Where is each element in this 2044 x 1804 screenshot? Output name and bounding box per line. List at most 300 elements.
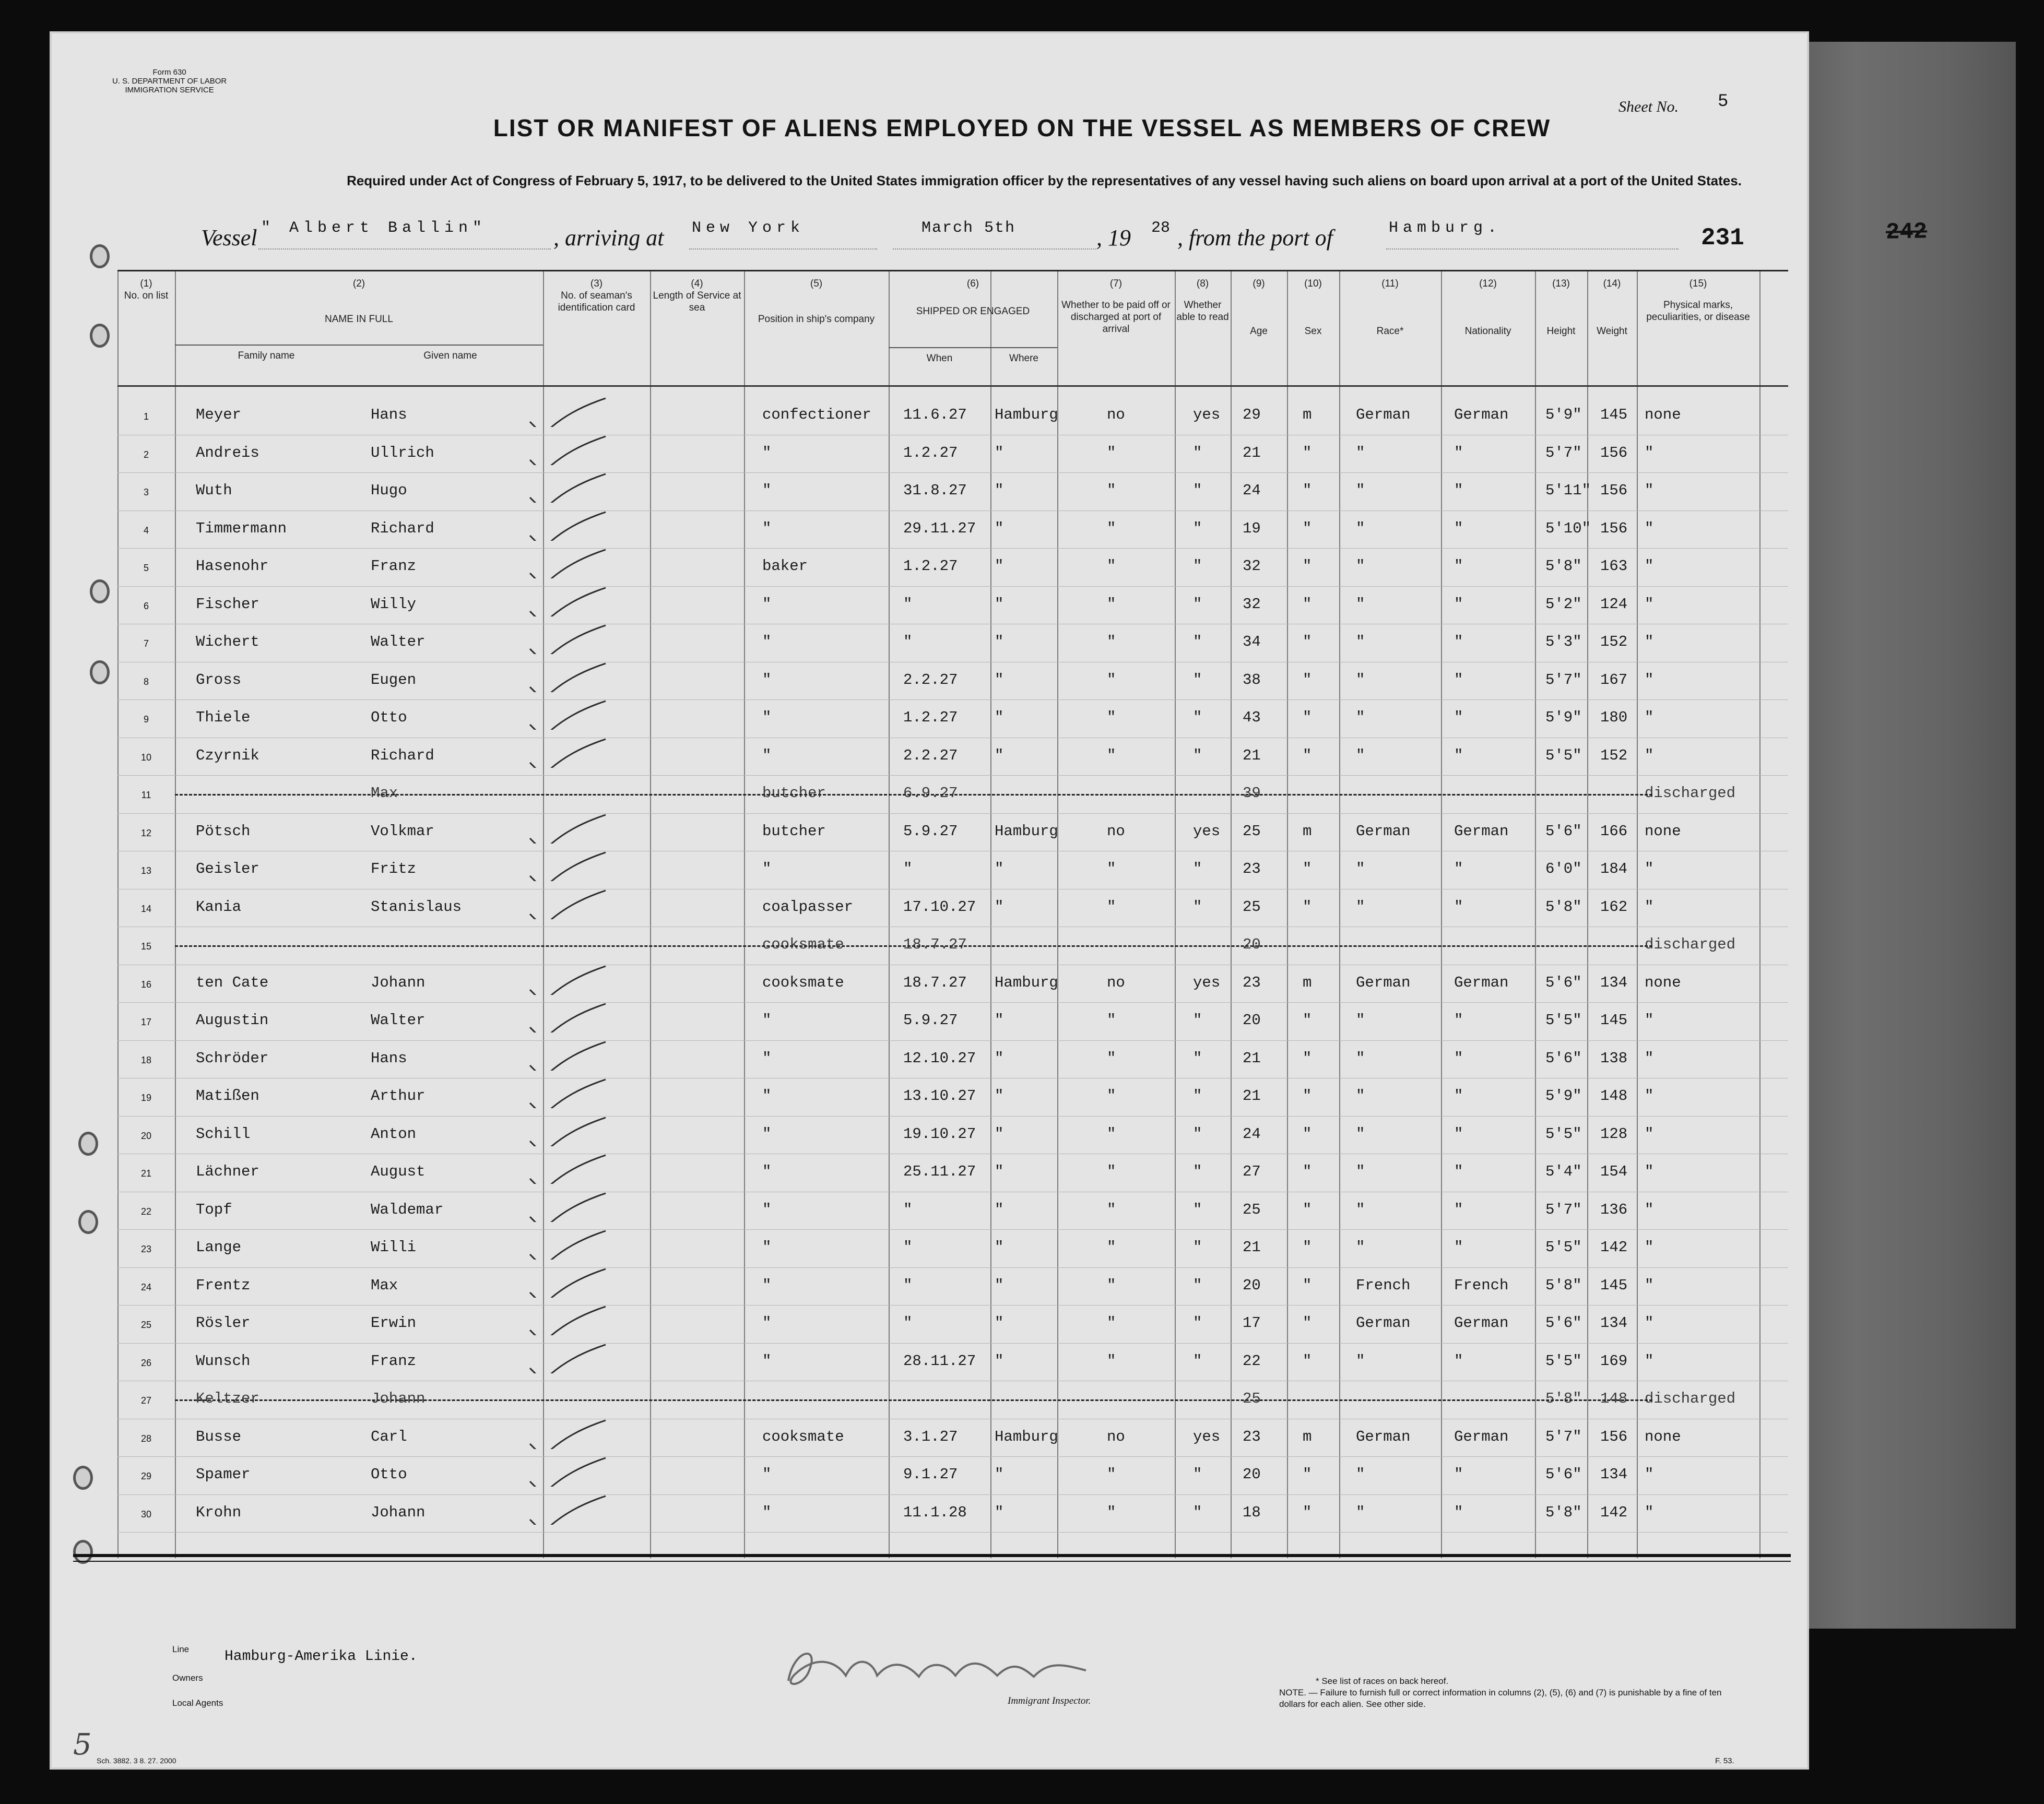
family-name-cell: Spamer	[196, 1466, 251, 1483]
physical-marks-cell: "	[1645, 898, 1654, 916]
sex-cell: "	[1303, 482, 1312, 499]
weight-cell: 184	[1600, 860, 1628, 877]
paid-off-cell: "	[1107, 860, 1116, 877]
print-code: Sch. 3882. 3 8. 27. 2000	[97, 1756, 176, 1765]
race-cell: "	[1356, 1239, 1365, 1256]
department-name: U. S. DEPARTMENT OF LABOR	[112, 77, 227, 86]
row-rule	[117, 1229, 1788, 1230]
physical-marks-cell: "	[1645, 519, 1654, 537]
col-name-header: (2) NAME IN FULL	[325, 278, 393, 325]
col-when-header: When	[926, 353, 953, 364]
sex-cell: m	[1303, 974, 1312, 991]
paid-off-cell: "	[1107, 1239, 1116, 1256]
family-name-cell: Lächner	[196, 1163, 259, 1180]
position-cell: butcher	[762, 785, 826, 802]
shipped-where-cell: "	[995, 671, 1004, 689]
height-cell: 5'7"	[1545, 444, 1582, 461]
row-number-cell: 25	[140, 1320, 152, 1330]
paid-off-cell: "	[1107, 1314, 1116, 1332]
age-cell: 23	[1243, 1428, 1261, 1445]
vessel-underline	[258, 248, 551, 250]
position-cell: "	[762, 482, 772, 499]
row-number-cell: 8	[143, 676, 149, 687]
family-name-cell: Schill	[196, 1125, 251, 1143]
race-cell: French	[1356, 1276, 1411, 1294]
given-name-cell: Walter	[371, 1012, 426, 1029]
checkmark-icon	[519, 1342, 608, 1373]
row-number-cell: 21	[140, 1168, 152, 1179]
row-number-cell: 11	[141, 790, 151, 800]
row-rule	[117, 1116, 1788, 1117]
col-sex-header: (10) Sex	[1304, 278, 1322, 337]
list-number: 231	[1701, 224, 1744, 252]
local-agents-label: Local Agents	[172, 1698, 223, 1708]
checkmark-icon	[519, 585, 608, 616]
row-rule	[117, 548, 1788, 549]
row-number-cell: 5	[143, 563, 149, 573]
family-name-cell: Frentz	[196, 1276, 251, 1294]
row-number-cell: 23	[140, 1244, 152, 1254]
position-cell: "	[762, 444, 772, 461]
nationality-cell: "	[1454, 898, 1463, 916]
shipped-when-cell: 29.11.27	[903, 519, 976, 537]
row-number-cell: 4	[143, 525, 149, 536]
given-name-cell: Hans	[371, 406, 407, 423]
underlying-sheet	[1783, 42, 2016, 1629]
nationality-cell: "	[1454, 482, 1463, 499]
able-to-read-cell: yes	[1193, 822, 1221, 840]
weight-cell: 145	[1600, 1276, 1628, 1294]
able-to-read-cell: "	[1193, 1314, 1202, 1332]
race-cell: German	[1356, 822, 1411, 840]
physical-marks-cell: "	[1645, 1352, 1654, 1370]
checkmark-icon	[519, 471, 608, 503]
nationality-cell: "	[1454, 709, 1463, 726]
row-number-cell: 27	[140, 1395, 152, 1406]
family-name-cell: Thiele	[196, 709, 251, 726]
race-cell: "	[1356, 1087, 1365, 1105]
age-cell: 21	[1243, 746, 1261, 764]
able-to-read-cell: "	[1193, 1503, 1202, 1521]
paid-off-cell: "	[1107, 746, 1116, 764]
arrival-port-underline	[689, 248, 877, 250]
position-cell: "	[762, 1049, 772, 1067]
family-name-cell: Wuth	[196, 482, 232, 499]
position-cell: "	[762, 1163, 772, 1180]
shipped-where-cell: "	[995, 557, 1004, 575]
sex-cell: "	[1303, 1201, 1312, 1218]
position-cell: coalpasser	[762, 898, 854, 916]
name-subheader-rule	[175, 345, 543, 346]
physical-marks-cell: "	[1645, 1201, 1654, 1218]
shipped-where-cell: Hamburg	[995, 406, 1058, 423]
weight-cell: 148	[1600, 1087, 1628, 1105]
age-cell: 23	[1243, 974, 1261, 991]
race-cell: "	[1356, 1352, 1365, 1370]
shipped-when-cell: "	[903, 1276, 913, 1294]
weight-cell: 145	[1600, 406, 1628, 423]
vessel-name: " Albert Ballin"	[261, 219, 487, 237]
height-cell: 5'9"	[1545, 709, 1582, 726]
able-to-read-cell: "	[1193, 1163, 1202, 1180]
race-cell: "	[1356, 557, 1365, 575]
col-race-header: (11) Race*	[1376, 278, 1404, 337]
sex-cell: m	[1303, 1428, 1312, 1445]
line-value: Hamburg-Amerika Linie.	[225, 1648, 418, 1665]
nationality-cell: "	[1454, 1163, 1463, 1180]
position-cell: "	[762, 1352, 772, 1370]
nationality-cell: "	[1454, 1503, 1463, 1521]
departure-port-underline	[1386, 248, 1679, 250]
able-to-read-cell: "	[1193, 444, 1202, 461]
checkmark-icon	[519, 1228, 608, 1260]
age-cell: 20	[1243, 1276, 1261, 1294]
position-cell: cooksmate	[762, 1428, 844, 1445]
race-cell: "	[1356, 595, 1365, 613]
paid-off-cell: no	[1107, 1428, 1125, 1445]
paid-off-cell: "	[1107, 482, 1116, 499]
sex-cell: "	[1303, 709, 1312, 726]
shipped-when-cell: 17.10.27	[903, 898, 976, 916]
position-cell: confectioner	[762, 406, 871, 423]
height-cell: 5'3"	[1545, 633, 1582, 650]
row-number-cell: 10	[140, 752, 152, 763]
nationality-cell: "	[1454, 595, 1463, 613]
able-to-read-cell: "	[1193, 898, 1202, 916]
family-name-cell: Topf	[196, 1201, 232, 1218]
col-physical-marks-header: (15) Physical marks, peculiarities, or disease	[1646, 278, 1750, 323]
physical-marks-cell: "	[1645, 1314, 1654, 1332]
weight-cell: 156	[1600, 519, 1628, 537]
position-cell: "	[762, 746, 772, 764]
family-name-cell: Krohn	[196, 1503, 242, 1521]
shipped-where-cell: "	[995, 633, 1004, 650]
height-cell: 5'5"	[1545, 1012, 1582, 1029]
shipped-when-cell: 1.2.27	[903, 709, 958, 726]
given-name-cell: August	[371, 1163, 426, 1180]
able-to-read-cell: "	[1193, 1087, 1202, 1105]
height-cell: 5'8"	[1545, 1390, 1582, 1407]
col-height-header: (13) Height	[1546, 278, 1576, 337]
position-cell: "	[762, 1012, 772, 1029]
shipped-where-cell: "	[995, 1125, 1004, 1143]
sex-cell: "	[1303, 1466, 1312, 1483]
shipped-where-cell: "	[995, 1466, 1004, 1483]
weight-cell: 156	[1600, 482, 1628, 499]
from-port-label: , from the port of	[1177, 225, 1333, 251]
able-to-read-cell: "	[1193, 1125, 1202, 1143]
form-number: Form 630	[152, 68, 186, 77]
row-number-cell: 22	[140, 1206, 152, 1217]
col-position-header: (5) Position in ship's company	[758, 278, 875, 325]
able-to-read-cell: "	[1193, 1352, 1202, 1370]
row-number-cell: 7	[143, 638, 149, 649]
weight-cell: 169	[1600, 1352, 1628, 1370]
given-name-cell: Walter	[371, 633, 426, 650]
sex-cell: "	[1303, 1163, 1312, 1180]
checkmark-icon	[519, 1001, 608, 1032]
able-to-read-cell: "	[1193, 1239, 1202, 1256]
sheet-number: 5	[1718, 92, 1729, 112]
year-suffix: 28	[1151, 219, 1171, 237]
weight-cell: 138	[1600, 1049, 1628, 1067]
able-to-read-cell: "	[1193, 1466, 1202, 1483]
race-cell: "	[1356, 1125, 1365, 1143]
row-rule	[117, 1267, 1788, 1268]
given-name-cell: Volkmar	[371, 822, 434, 840]
shipped-where-cell: "	[995, 1012, 1004, 1029]
weight-cell: 134	[1600, 1466, 1628, 1483]
height-cell: 5'8"	[1545, 1503, 1582, 1521]
position-cell: "	[762, 1087, 772, 1105]
checkmark-icon	[519, 1077, 608, 1108]
able-to-read-cell: "	[1193, 860, 1202, 877]
weight-cell: 134	[1600, 1314, 1628, 1332]
able-to-read-cell: "	[1193, 1012, 1202, 1029]
shipped-when-cell: 2.2.27	[903, 746, 958, 764]
race-cell: "	[1356, 1466, 1365, 1483]
shipped-where-cell: "	[995, 1276, 1004, 1294]
checkmark-icon	[519, 396, 608, 427]
shipped-when-cell: 19.10.27	[903, 1125, 976, 1143]
shipped-where-cell: "	[995, 1201, 1004, 1218]
height-cell: 5'5"	[1545, 1239, 1582, 1256]
position-cell: "	[762, 1125, 772, 1143]
row-rule	[117, 1456, 1788, 1457]
position-cell: "	[762, 1239, 772, 1256]
paid-off-cell: "	[1107, 1163, 1116, 1180]
service-name: IMMIGRATION SERVICE	[125, 86, 214, 94]
row-number-cell: 12	[140, 827, 152, 838]
checkmark-icon	[519, 1455, 608, 1487]
strikethrough-line	[175, 945, 1652, 947]
row-rule	[117, 699, 1788, 700]
weight-cell: 156	[1600, 444, 1628, 461]
position-cell: "	[762, 709, 772, 726]
shipped-where-cell: "	[995, 1352, 1004, 1370]
nationality-cell: "	[1454, 671, 1463, 689]
race-cell: "	[1356, 444, 1365, 461]
row-rule	[117, 1040, 1788, 1041]
paid-off-cell: "	[1107, 1049, 1116, 1067]
given-name-cell: Otto	[371, 1466, 407, 1483]
position-cell: "	[762, 1314, 772, 1332]
position-cell: cooksmate	[762, 974, 844, 991]
punch-hole-icon	[90, 579, 110, 603]
physical-marks-cell: "	[1645, 1087, 1654, 1105]
nationality-cell: "	[1454, 1125, 1463, 1143]
age-cell: 25	[1243, 898, 1261, 916]
given-name-cell: Richard	[371, 519, 434, 537]
row-rule	[117, 1532, 1788, 1533]
shipped-when-cell: "	[903, 1239, 913, 1256]
age-cell: 17	[1243, 1314, 1261, 1332]
physical-marks-cell: none	[1645, 822, 1681, 840]
punch-hole-icon	[90, 660, 110, 684]
paid-off-cell: "	[1107, 671, 1116, 689]
sex-cell: "	[1303, 860, 1312, 877]
checkmark-icon	[519, 1039, 608, 1071]
checkmark-icon	[519, 509, 608, 541]
able-to-read-cell: "	[1193, 746, 1202, 764]
family-name-cell: Wichert	[196, 633, 259, 650]
nationality-cell: German	[1454, 822, 1509, 840]
height-cell: 5'6"	[1545, 1314, 1582, 1332]
physical-marks-cell: "	[1645, 1503, 1654, 1521]
row-number-cell: 24	[140, 1281, 152, 1292]
height-cell: 5'5"	[1545, 746, 1582, 764]
shipped-where-cell: "	[995, 444, 1004, 461]
physical-marks-cell: "	[1645, 1125, 1654, 1143]
age-cell: 25	[1243, 1390, 1261, 1407]
paid-off-cell: "	[1107, 595, 1116, 613]
height-cell: 6'0"	[1545, 860, 1582, 877]
position-cell: cooksmate	[762, 936, 844, 953]
age-cell: 27	[1243, 1163, 1261, 1180]
weight-cell: 162	[1600, 898, 1628, 916]
paid-off-cell: "	[1107, 709, 1116, 726]
able-to-read-cell: yes	[1193, 406, 1221, 423]
age-cell: 20	[1243, 1466, 1261, 1483]
physical-marks-cell: discharged	[1645, 1390, 1736, 1407]
col-read-header: (8) Whether able to read	[1176, 278, 1229, 323]
physical-marks-cell: "	[1645, 482, 1654, 499]
height-cell: 5'9"	[1545, 406, 1582, 423]
shipped-where-cell: "	[995, 1163, 1004, 1180]
family-name-cell: Timmermann	[196, 519, 287, 537]
height-cell: 5'11"	[1545, 482, 1591, 499]
checkmark-icon	[519, 434, 608, 465]
weight-cell: 142	[1600, 1503, 1628, 1521]
physical-marks-cell: "	[1645, 709, 1654, 726]
shipped-where-cell: Hamburg	[995, 1428, 1058, 1445]
paid-off-cell: "	[1107, 444, 1116, 461]
nationality-cell: "	[1454, 557, 1463, 575]
physical-marks-cell: "	[1645, 1466, 1654, 1483]
physical-marks-cell: "	[1645, 444, 1654, 461]
row-rule	[117, 472, 1788, 473]
family-name-cell: Busse	[196, 1428, 242, 1445]
given-name-cell: Franz	[371, 557, 417, 575]
checkmark-icon	[519, 623, 608, 654]
row-number-cell: 30	[140, 1509, 152, 1520]
family-name-cell: ten Cate	[196, 974, 269, 991]
height-cell: 5'8"	[1545, 1276, 1582, 1294]
given-name-cell: Richard	[371, 746, 434, 764]
arriving-label: , arriving at	[553, 225, 664, 251]
checkmark-icon	[519, 1418, 608, 1449]
physical-marks-cell: "	[1645, 633, 1654, 650]
weight-cell: 148	[1600, 1390, 1628, 1407]
sex-cell: "	[1303, 1087, 1312, 1105]
weight-cell: 166	[1600, 822, 1628, 840]
shipped-subheader-rule	[889, 347, 1057, 348]
given-name-cell: Eugen	[371, 671, 417, 689]
shipped-when-cell: 12.10.27	[903, 1049, 976, 1067]
given-name-cell: Hugo	[371, 482, 407, 499]
weight-cell: 124	[1600, 595, 1628, 613]
age-cell: 23	[1243, 860, 1261, 877]
shipped-when-cell: "	[903, 860, 913, 877]
shipped-when-cell: "	[903, 595, 913, 613]
height-cell: 5'6"	[1545, 974, 1582, 991]
race-cell: "	[1356, 1012, 1365, 1029]
col-weight-header: (14) Weight	[1597, 278, 1627, 337]
able-to-read-cell: "	[1193, 482, 1202, 499]
physical-marks-cell: discharged	[1645, 936, 1736, 953]
col-age-header: (9) Age	[1250, 278, 1268, 337]
given-name-cell: Johann	[371, 1503, 426, 1521]
height-cell: 5'10"	[1545, 519, 1591, 537]
sex-cell: "	[1303, 898, 1312, 916]
family-name-cell: Wunsch	[196, 1352, 251, 1370]
position-cell: "	[762, 1201, 772, 1218]
given-name-cell: Willi	[371, 1239, 417, 1256]
physical-marks-cell: "	[1645, 557, 1654, 575]
checkmark-icon	[519, 1304, 608, 1335]
checkmark-icon	[519, 812, 608, 844]
height-cell: 5'8"	[1545, 557, 1582, 575]
race-cell: "	[1356, 1201, 1365, 1218]
family-name-cell: Czyrnik	[196, 746, 259, 764]
sex-cell: "	[1303, 1125, 1312, 1143]
race-cell: "	[1356, 860, 1365, 877]
paid-off-cell: no	[1107, 406, 1125, 423]
shipped-when-cell: 25.11.27	[903, 1163, 976, 1180]
race-cell: "	[1356, 1503, 1365, 1521]
row-rule	[117, 1343, 1788, 1344]
given-name-cell: Waldemar	[371, 1201, 444, 1218]
paid-off-cell: "	[1107, 1125, 1116, 1143]
paid-off-cell: "	[1107, 898, 1116, 916]
paid-off-cell: "	[1107, 557, 1116, 575]
row-rule	[117, 1494, 1788, 1495]
family-name-cell: Lange	[196, 1239, 242, 1256]
paid-off-cell: "	[1107, 1503, 1116, 1521]
race-cell: "	[1356, 709, 1365, 726]
physical-marks-cell: "	[1645, 1276, 1654, 1294]
form-identifier	[112, 68, 227, 94]
punch-hole-icon	[90, 324, 110, 348]
year-prefix: , 19	[1096, 225, 1131, 251]
checkmark-icon	[519, 1115, 608, 1146]
height-cell: 5'6"	[1545, 1466, 1582, 1483]
able-to-read-cell: "	[1193, 557, 1202, 575]
position-cell: "	[762, 595, 772, 613]
weight-cell: 128	[1600, 1125, 1628, 1143]
row-number-cell: 28	[140, 1433, 152, 1444]
crew-manifest-table	[117, 270, 1788, 1558]
position-cell: "	[762, 519, 772, 537]
age-cell: 25	[1243, 1201, 1261, 1218]
able-to-read-cell: "	[1193, 1276, 1202, 1294]
shipped-when-cell: 3.1.27	[903, 1428, 958, 1445]
position-cell: butcher	[762, 822, 826, 840]
age-cell: 21	[1243, 444, 1261, 461]
age-cell: 38	[1243, 671, 1261, 689]
paid-off-cell: "	[1107, 1201, 1116, 1218]
nationality-cell: "	[1454, 519, 1463, 537]
shipped-when-cell: "	[903, 1314, 913, 1332]
nationality-cell: "	[1454, 444, 1463, 461]
sex-cell: "	[1303, 557, 1312, 575]
weight-cell: 163	[1600, 557, 1628, 575]
paid-off-cell: "	[1107, 519, 1116, 537]
weight-cell: 152	[1600, 633, 1628, 650]
weight-cell: 136	[1600, 1201, 1628, 1218]
shipped-when-cell: 6.9.27	[903, 785, 958, 802]
shipped-when-cell: 13.10.27	[903, 1087, 976, 1105]
